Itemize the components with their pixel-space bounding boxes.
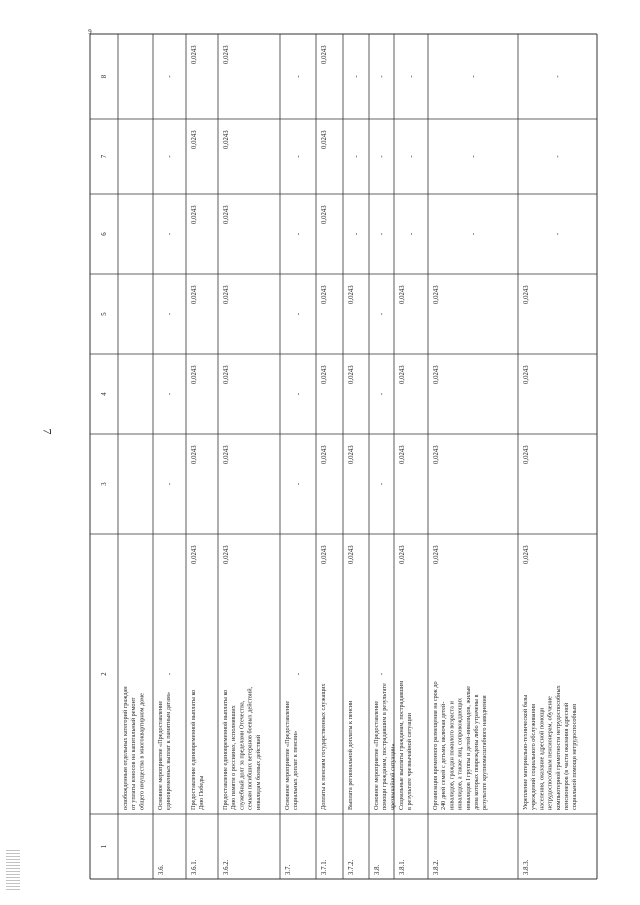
row-description-line: общего имущества в многоквартирном доме (138, 693, 146, 810)
table-grid (88, 29, 597, 879)
value-cell: 0,0243 (191, 45, 198, 64)
row-description-line: Предоставление единовременной выплаты ко (222, 689, 229, 810)
value-cell: 0,0243 (348, 285, 355, 304)
value-cell: 0,0243 (433, 365, 440, 384)
row-description-line: пенсионеров (в части оказания адресной (563, 702, 570, 810)
row-number: 3.7.1. (321, 859, 328, 875)
row-description-line: Укрепление материально-технической базы (522, 694, 529, 810)
row-number: 3.7. (285, 864, 292, 875)
row-number: 3.6. (158, 864, 165, 875)
row-number: 3.6.2. (223, 859, 230, 875)
value-cell: 0,0243 (321, 445, 328, 464)
value-dash: - (378, 672, 386, 676)
row-description-line: компьютерной грамотности нетрудоспособных (554, 685, 562, 810)
value-cell: 0,0243 (223, 45, 230, 64)
value-cell: 0,0243 (399, 445, 406, 464)
value-cell: 0,0243 (223, 445, 230, 464)
value-cell: 0,0243 (223, 285, 230, 304)
value-dash: - (378, 482, 386, 486)
row-description-line: учреждений социального обслуживания (530, 703, 538, 810)
row-description-line: Доплаты к пенсиям государственных служащих (320, 683, 327, 810)
page-number: 7 (40, 428, 55, 435)
row-number: 3.6.1. (191, 859, 198, 875)
value-cell: 0,0243 (223, 545, 230, 564)
value-cell: 0,0243 (321, 130, 328, 149)
row-description-line: нетрудоспособным пенсионерам, обучение (546, 696, 554, 810)
row-description-line: инвалидов, граждан пожилого возраста и (448, 701, 456, 810)
row-description-line: Выплата региональной доплаты к пенсии (347, 700, 354, 810)
value-dash: - (554, 155, 562, 158)
row-description-line: единовременных выплат к памятным датам» (165, 692, 173, 810)
value-dash: - (470, 75, 477, 78)
column-header-4: 4 (101, 392, 108, 396)
row-description-line: инвалидов, а также лиц, сопровождающих (456, 697, 464, 810)
row-description-line: инвалидов I группы и детей-инвалидов, жилые (464, 685, 472, 810)
row-description-line: в результате чрезвычайной ситуации (406, 713, 414, 810)
value-cell: 0,0243 (321, 285, 328, 304)
value-cell: 0,0243 (523, 445, 530, 464)
value-dash: - (378, 75, 386, 78)
value-dash: - (378, 232, 386, 236)
value-dash: - (353, 75, 360, 78)
value-cell: 0,0243 (321, 365, 328, 384)
row-description-line: Дню Победы (198, 775, 206, 810)
row-description-line: инвалидам боевых действий (254, 734, 262, 810)
row-description-line: Дню памяти о россиянах, исполнявших (230, 705, 238, 810)
column-header-1: 1 (101, 844, 108, 849)
value-dash: - (470, 155, 477, 158)
value-dash: - (166, 232, 174, 236)
row-description-line: от уплаты взносов на капитальный ремонт (130, 697, 138, 810)
value-dash: - (166, 155, 174, 158)
value-dash: - (295, 392, 302, 396)
value-dash: - (295, 672, 302, 676)
column-header-5: 5 (101, 312, 108, 316)
row-description-line: населения, оказание адресной помощи (538, 707, 546, 810)
row-description-line: социальных доплат к пенсии» (292, 730, 300, 810)
value-dash: - (166, 75, 174, 78)
value-dash: - (408, 232, 415, 236)
value-dash: - (554, 232, 562, 236)
row-number: 3.8.3. (523, 859, 530, 875)
value-cell: 0,0243 (399, 545, 406, 564)
value-cell: 0,0243 (348, 545, 355, 564)
value-cell: 0,0243 (223, 205, 230, 224)
value-cell: 0,0243 (321, 545, 328, 564)
value-cell: 0,0243 (191, 285, 198, 304)
column-header-8: 8 (101, 74, 108, 79)
value-cell: 0,0243 (433, 545, 440, 564)
value-cell: 0,0243 (523, 545, 530, 564)
value-dash: - (295, 482, 302, 486)
row-description-line: Основное мероприятие «Предоставление (373, 700, 380, 810)
scan-artifact (6, 850, 20, 890)
column-header-3: 3 (101, 482, 108, 486)
row-description-line: дома которых повреждены либо утрачены в (473, 694, 480, 810)
row-number: 3.8. (374, 864, 381, 875)
column-header-9: 9 (88, 29, 92, 36)
column-header-7: 7 (101, 154, 108, 159)
value-cell: 0,0243 (223, 365, 230, 384)
value-dash: - (166, 672, 174, 676)
row-number: 3.8.1. (399, 859, 406, 875)
value-dash: - (166, 482, 174, 486)
row-description-line: помощи гражданам, пострадавшим в результате (381, 683, 389, 810)
column-header-2: 2 (101, 672, 108, 676)
row-description-line: Организация временного размещения на срок до (432, 681, 439, 810)
value-cell: 0,0243 (348, 365, 355, 384)
value-cell: 0,0243 (321, 45, 328, 64)
value-cell: 0,0243 (523, 285, 530, 304)
value-cell: 0,0243 (191, 205, 198, 224)
row-description-line: Основное мероприятие «Предоставление (157, 700, 164, 810)
value-cell: 0,0243 (321, 205, 328, 224)
value-cell: 0,0243 (399, 365, 406, 384)
value-dash: - (295, 155, 302, 158)
value-dash: - (470, 232, 477, 236)
value-cell: 0,0243 (191, 130, 198, 149)
budget-table (88, 29, 597, 879)
value-cell: 0,0243 (523, 365, 530, 384)
value-cell: 0,0243 (191, 365, 198, 384)
value-dash: - (408, 75, 415, 78)
value-dash: - (295, 232, 302, 236)
value-cell: 0,0243 (433, 285, 440, 304)
row-description-line: семьям погибших ветеранов боевых действий, (246, 686, 254, 810)
value-cell: 0,0243 (223, 130, 230, 149)
value-dash: - (378, 312, 386, 316)
row-description-line: Предоставление единовременной выплаты ко (190, 689, 197, 810)
value-dash: - (166, 392, 174, 396)
row-description-line: Социальные выплаты гражданам, пострадавшим (398, 680, 405, 810)
row-number: 3.8.2. (433, 859, 440, 875)
row-description-line: служебный долг за пределами Отечества, (238, 700, 246, 810)
column-header-6: 6 (101, 232, 108, 236)
value-dash: - (353, 232, 360, 236)
row-description-line: освобожденным отдельных категорий граждан (122, 686, 129, 810)
value-cell: 0,0243 (433, 445, 440, 464)
row-number: 3.7.2. (348, 859, 355, 875)
value-cell: 0,0243 (399, 285, 406, 304)
value-dash: - (378, 392, 386, 396)
value-cell: 0,0243 (191, 445, 198, 464)
row-description-line: результате крупномасштабного наводнения (481, 695, 489, 810)
row-description-line: социальной помощи нетрудоспособным (571, 704, 579, 810)
value-dash: - (408, 155, 415, 158)
value-dash: - (353, 155, 360, 158)
value-cell: 0,0243 (348, 445, 355, 464)
value-dash: - (166, 312, 174, 316)
row-description-line: 240 дней семей с детьми, включая детей- (440, 701, 448, 810)
row-description-line: чрезвычайной ситуации» (389, 743, 397, 810)
value-dash: - (554, 75, 562, 78)
row-description-line: Основное мероприятие «Предоставление (284, 700, 291, 810)
value-dash: - (378, 155, 386, 158)
value-dash: - (295, 312, 302, 316)
value-cell: 0,0243 (191, 545, 198, 564)
value-dash: - (295, 75, 302, 78)
